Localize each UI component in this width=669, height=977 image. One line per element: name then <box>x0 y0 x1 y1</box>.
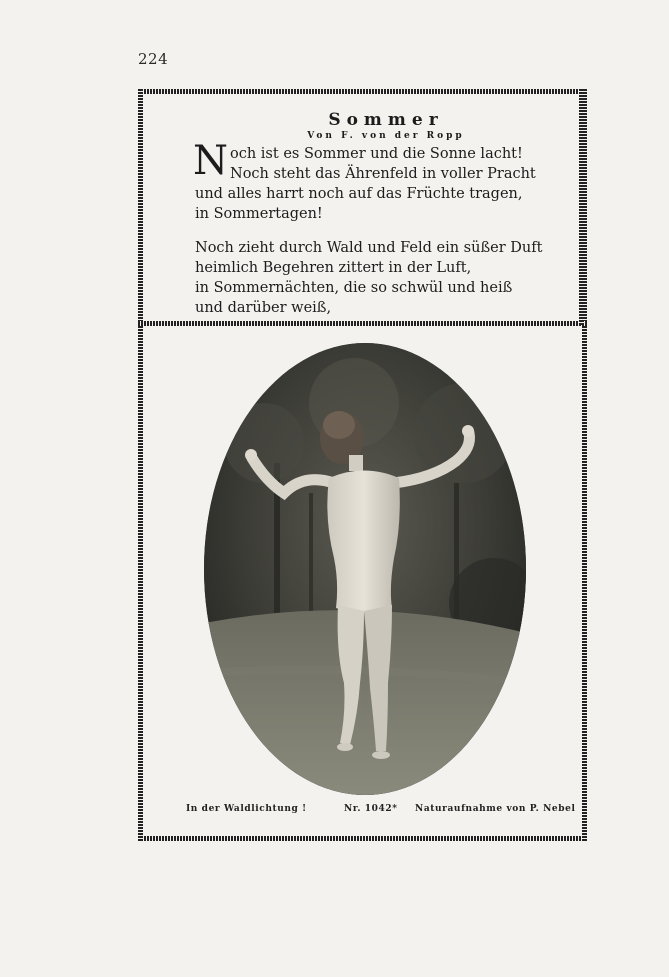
poem-stanza-2 <box>195 238 555 318</box>
frame-top-rule <box>138 89 587 94</box>
poem-line: und alles harrt noch auf das Früchte tragen, <box>195 186 523 202</box>
poem <box>195 110 555 318</box>
poem-line: heimlich Begehren zittert in der Luft, <box>195 260 472 276</box>
poem-line: och ist es Sommer und die Sonne lacht! <box>230 146 523 162</box>
poem-dropcap: N <box>193 138 228 184</box>
frame-divider-rule <box>138 321 587 326</box>
poem-line: Noch zieht durch Wald und Feld ein süßer Duft <box>195 240 543 256</box>
poem-author: Von F. von der Ropp <box>307 131 465 141</box>
frame-left-rule <box>138 89 143 841</box>
poem-line: in Sommertagen! <box>195 206 323 222</box>
poem-line: und darüber weiß, <box>195 300 332 316</box>
poem-stanza-1 <box>193 138 555 224</box>
frame-bottom-rule <box>138 836 587 841</box>
photo-caption-credit: Naturaufnahme von P. Nebel <box>415 804 576 814</box>
photo-figure-image <box>204 343 526 795</box>
photo-caption-number: Nr. 1042* <box>344 804 398 814</box>
oval-photograph <box>204 343 526 795</box>
photo-caption-title: In der Waldlichtung ! <box>186 804 307 814</box>
page-number: 224 <box>138 50 169 68</box>
poem-box-right-rule <box>579 89 584 325</box>
poem-title: Sommer <box>328 110 444 130</box>
poem-line: Noch steht das Ährenfeld in voller Pracht <box>230 166 536 182</box>
poem-line: in Sommernächten, die so schwül und heiß <box>195 280 513 296</box>
